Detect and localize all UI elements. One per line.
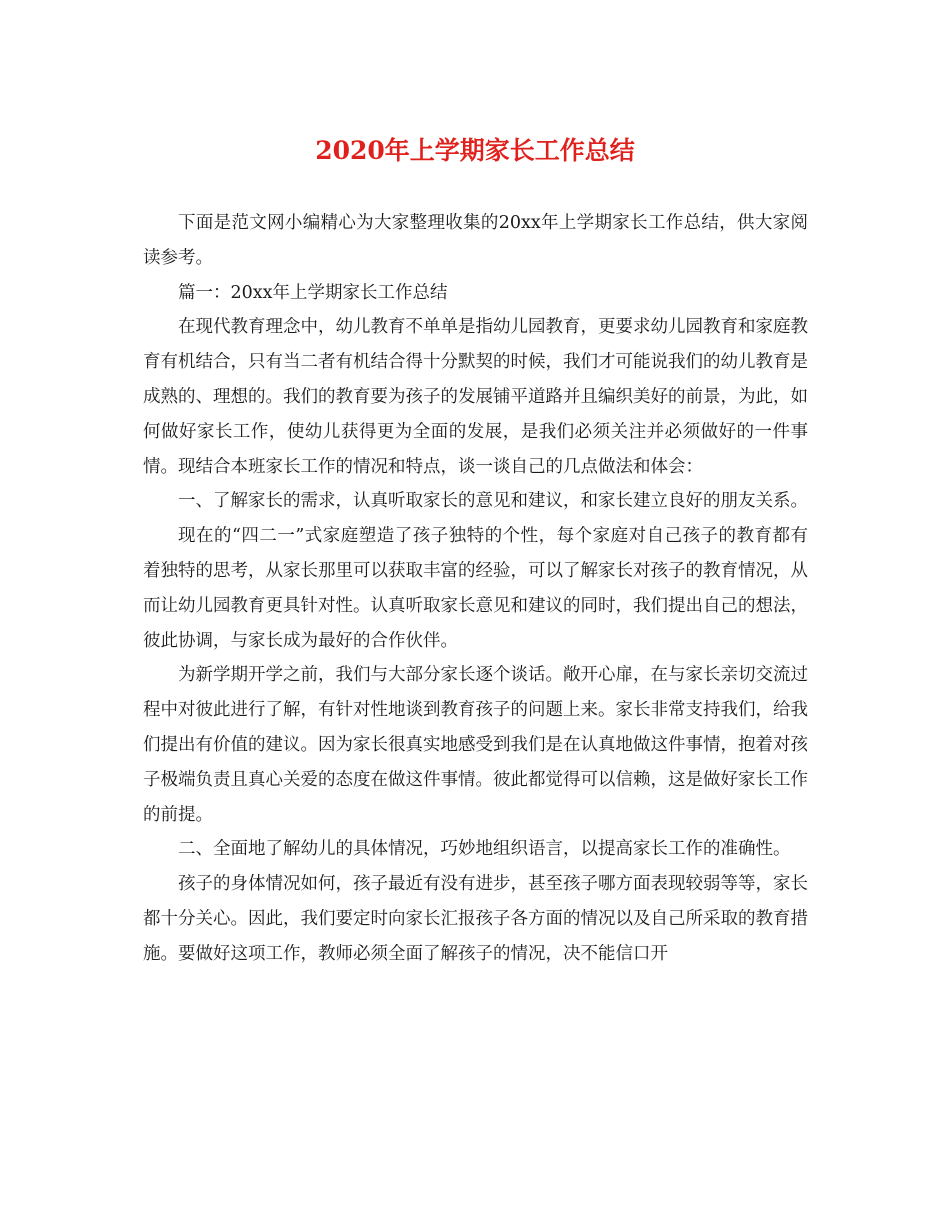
paragraph: 为新学期开学之前，我们与大部分家长逐个谈话。敞开心扉，在与家长亲切交流过程中对彼此进行了解，有针对性地谈到教育孩子的问题上来。家长非常支持我们，给我们提出有价值的建议。因为家长很真实地感受到我们是在认真地做这件事情，抱着对孩子极端负责且真心关爱的态度在做这件事情。彼此都觉得可以信赖，这是做好家长工作的前提。: [143, 665, 808, 825]
document-title: 2020年上学期家长工作总结: [315, 136, 635, 165]
paragraph: 孩子的身体情况如何，孩子最近有没有进步，甚至孩子哪方面表现较弱等等，家长都十分关心。因此，我们要定时向家长汇报孩子各方面的情况以及自己所采取的教育措施。要做好这项工作，教师必须全面了解孩子的情况，决不能信口开: [143, 874, 808, 964]
paragraph: 下面是范文网小编精心为大家整理收集的20xx年上学期家长工作总结，供大家阅读参考。: [143, 213, 808, 268]
paragraph: 二、全面地了解幼儿的具体情况，巧妙地组织语言，以提高家长工作的准确性。: [178, 839, 791, 860]
paragraph: 篇一：20xx年上学期家长工作总结: [178, 282, 448, 303]
document-body: [143, 206, 808, 972]
paragraph: 现在的“四二一”式家庭塑造了孩子独特的个性，每个家庭对自己孩子的教育都有着独特的思考，从家长那里可以获取丰富的经验，可以了解家长对孩子的教育情况，从而让幼儿园教育更具针对性。认真听取家长意见和建议的同时，我们提出自己的想法，彼此协调，与家长成为最好的合作伙伴。: [143, 526, 808, 651]
paragraph: 一、了解家长的需求，认真听取家长的意见和建议，和家长建立良好的朋友关系。: [178, 491, 808, 512]
paragraph: 在现代教育理念中，幼儿教育不单单是指幼儿园教育，更要求幼儿园教育和家庭教育有机结合，只有当二者有机结合得十分默契的时候，我们才可能说我们的幼儿教育是成熟的、理想的。我们的教育要为孩子的发展铺平道路并且编织美好的前景，为此，如何做好家长工作，使幼儿获得更为全面的发展，是我们必须关注并必须做好的一件事情。现结合本班家长工作的情况和特点，谈一谈自己的几点做法和体会：: [143, 317, 808, 477]
